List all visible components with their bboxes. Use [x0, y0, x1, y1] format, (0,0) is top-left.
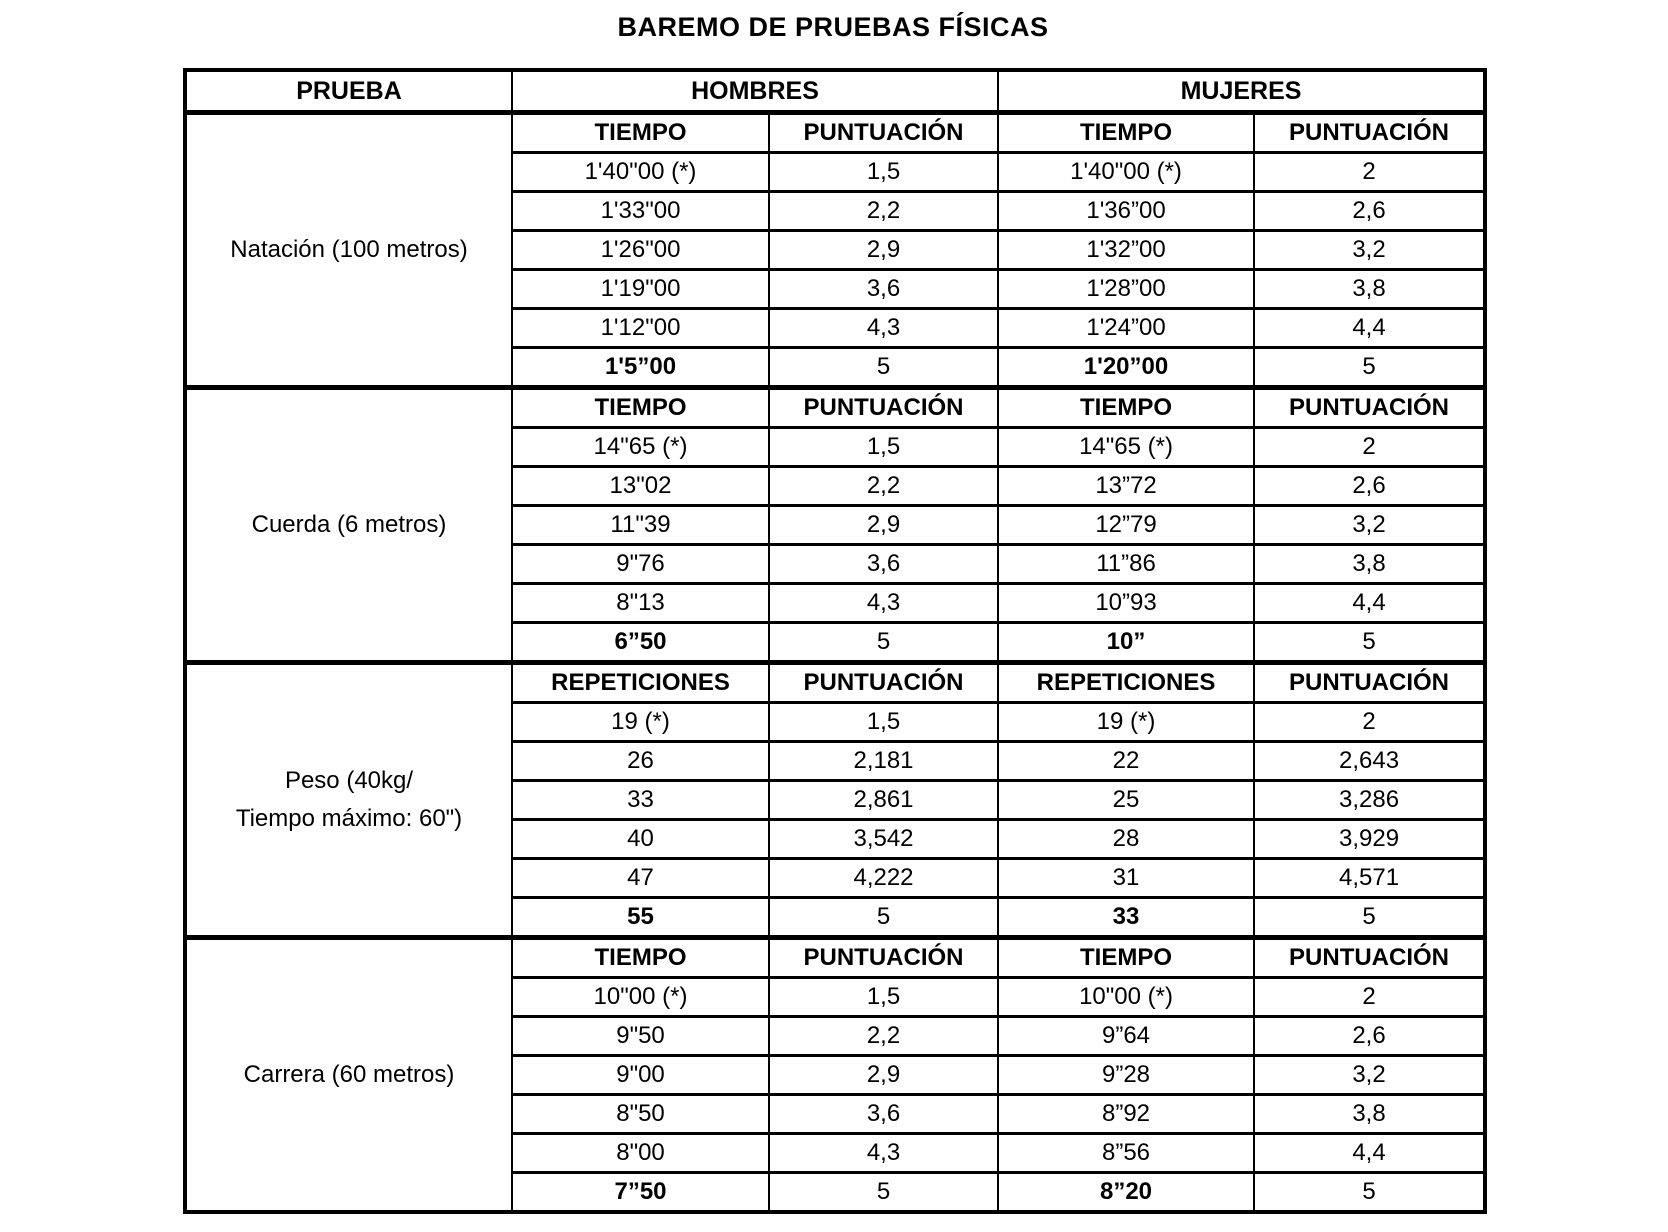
- value-cell: 10”: [998, 623, 1254, 663]
- column-header: PUNTUACIÓN: [1254, 388, 1485, 428]
- header-prueba: PRUEBA: [185, 70, 512, 113]
- score-cell: 2,861: [769, 781, 998, 820]
- score-cell: 3,6: [769, 545, 998, 584]
- score-cell: 3,2: [1254, 1056, 1485, 1095]
- column-header: PUNTUACIÓN: [769, 388, 998, 428]
- value-cell: 40: [512, 820, 769, 859]
- score-cell: 2: [1254, 978, 1485, 1017]
- section-label-line: Tiempo máximo: 60"): [235, 805, 463, 832]
- value-cell: 1'24”00: [998, 309, 1254, 348]
- column-header: TIEMPO: [512, 388, 769, 428]
- score-cell: 2: [1254, 428, 1485, 467]
- score-cell: 2,2: [769, 192, 998, 231]
- column-header: TIEMPO: [512, 938, 769, 978]
- section-header-row: [185, 113, 1485, 153]
- value-cell: 28: [998, 820, 1254, 859]
- value-cell: 8”92: [998, 1095, 1254, 1134]
- section-header-row: [185, 388, 1485, 428]
- score-cell: 5: [1254, 348, 1485, 388]
- value-cell: 26: [512, 742, 769, 781]
- section-label-line: Natación (100 metros): [230, 236, 468, 263]
- value-cell: 25: [998, 781, 1254, 820]
- score-cell: 3,6: [769, 1095, 998, 1134]
- column-header: PUNTUACIÓN: [1254, 113, 1485, 153]
- value-cell: 1'32”00: [998, 231, 1254, 270]
- value-cell: 1'33"00: [512, 192, 769, 231]
- score-cell: 1,5: [769, 978, 998, 1017]
- score-cell: 2,9: [769, 506, 998, 545]
- value-cell: 8"13: [512, 584, 769, 623]
- score-cell: 3,2: [1254, 231, 1485, 270]
- section-label: [185, 388, 512, 663]
- column-header: TIEMPO: [998, 113, 1254, 153]
- score-cell: 3,8: [1254, 270, 1485, 309]
- value-cell: 1'12"00: [512, 309, 769, 348]
- value-cell: 9"00: [512, 1056, 769, 1095]
- value-cell: 55: [512, 898, 769, 938]
- value-cell: 9”64: [998, 1017, 1254, 1056]
- column-header: TIEMPO: [512, 113, 769, 153]
- value-cell: 19 (*): [512, 703, 769, 742]
- score-cell: 2,181: [769, 742, 998, 781]
- value-cell: 19 (*): [998, 703, 1254, 742]
- value-cell: 1'40"00 (*): [998, 153, 1254, 192]
- value-cell: 8"50: [512, 1095, 769, 1134]
- score-cell: 4,222: [769, 859, 998, 898]
- score-cell: 5: [769, 898, 998, 938]
- value-cell: 1'19"00: [512, 270, 769, 309]
- score-cell: 2,9: [769, 231, 998, 270]
- section-header-row: [185, 663, 1485, 703]
- value-cell: 8”56: [998, 1134, 1254, 1173]
- score-cell: 5: [769, 348, 998, 388]
- score-cell: 2,6: [1254, 467, 1485, 506]
- section-label: [185, 663, 512, 938]
- score-cell: 5: [769, 623, 998, 663]
- value-cell: 1'5”00: [512, 348, 769, 388]
- value-cell: 1'26"00: [512, 231, 769, 270]
- value-cell: 10"00 (*): [512, 978, 769, 1017]
- section-header-row: [185, 938, 1485, 978]
- section-label-line: Carrera (60 metros): [243, 1061, 455, 1088]
- score-cell: 2,6: [1254, 192, 1485, 231]
- score-cell: 1,5: [769, 153, 998, 192]
- value-cell: 13”72: [998, 467, 1254, 506]
- column-header: TIEMPO: [998, 388, 1254, 428]
- score-cell: 5: [1254, 1173, 1485, 1213]
- score-cell: 2,6: [1254, 1017, 1485, 1056]
- score-cell: 1,5: [769, 428, 998, 467]
- score-cell: 2: [1254, 703, 1485, 742]
- score-cell: 4,4: [1254, 584, 1485, 623]
- value-cell: 8”20: [998, 1173, 1254, 1213]
- value-cell: 12”79: [998, 506, 1254, 545]
- table-body: [185, 113, 1485, 1213]
- value-cell: 1'28”00: [998, 270, 1254, 309]
- value-cell: 6”50: [512, 623, 769, 663]
- value-cell: 8"00: [512, 1134, 769, 1173]
- column-header: PUNTUACIÓN: [769, 938, 998, 978]
- header-hombres: HOMBRES: [512, 70, 998, 113]
- score-cell: 4,4: [1254, 1134, 1485, 1173]
- baremo-table: [183, 68, 1487, 1214]
- score-cell: 2,2: [769, 467, 998, 506]
- score-cell: 4,571: [1254, 859, 1485, 898]
- column-header: PUNTUACIÓN: [1254, 663, 1485, 703]
- table-header-row: [185, 70, 1485, 113]
- score-cell: 5: [1254, 898, 1485, 938]
- score-cell: 4,3: [769, 309, 998, 348]
- value-cell: 13"02: [512, 467, 769, 506]
- score-cell: 3,286: [1254, 781, 1485, 820]
- section-label-line: Cuerda (6 metros): [251, 511, 447, 538]
- value-cell: 9"76: [512, 545, 769, 584]
- column-header: PUNTUACIÓN: [1254, 938, 1485, 978]
- value-cell: 14"65 (*): [998, 428, 1254, 467]
- value-cell: 33: [512, 781, 769, 820]
- column-header: REPETICIONES: [998, 663, 1254, 703]
- score-cell: 4,4: [1254, 309, 1485, 348]
- score-cell: 2,9: [769, 1056, 998, 1095]
- section-label: [185, 938, 512, 1213]
- score-cell: 4,3: [769, 584, 998, 623]
- value-cell: 22: [998, 742, 1254, 781]
- score-cell: 4,3: [769, 1134, 998, 1173]
- value-cell: 33: [998, 898, 1254, 938]
- column-header: PUNTUACIÓN: [769, 113, 998, 153]
- column-header: TIEMPO: [998, 938, 1254, 978]
- value-cell: 9”28: [998, 1056, 1254, 1095]
- value-cell: 1'20”00: [998, 348, 1254, 388]
- score-cell: 5: [1254, 623, 1485, 663]
- score-cell: 3,6: [769, 270, 998, 309]
- value-cell: 11"39: [512, 506, 769, 545]
- value-cell: 9"50: [512, 1017, 769, 1056]
- header-mujeres: MUJERES: [998, 70, 1485, 113]
- value-cell: 10"00 (*): [998, 978, 1254, 1017]
- value-cell: 7”50: [512, 1173, 769, 1213]
- section-label-line: Peso (40kg/: [284, 767, 414, 794]
- score-cell: 3,929: [1254, 820, 1485, 859]
- column-header: PUNTUACIÓN: [769, 663, 998, 703]
- score-cell: 2,643: [1254, 742, 1485, 781]
- section-label: [185, 113, 512, 388]
- column-header: REPETICIONES: [512, 663, 769, 703]
- score-cell: 2,2: [769, 1017, 998, 1056]
- score-cell: 2: [1254, 153, 1485, 192]
- value-cell: 31: [998, 859, 1254, 898]
- value-cell: 47: [512, 859, 769, 898]
- value-cell: 11”86: [998, 545, 1254, 584]
- score-cell: 1,5: [769, 703, 998, 742]
- value-cell: 14"65 (*): [512, 428, 769, 467]
- value-cell: 1'36”00: [998, 192, 1254, 231]
- value-cell: 1'40"00 (*): [512, 153, 769, 192]
- score-cell: 5: [769, 1173, 998, 1213]
- value-cell: 10”93: [998, 584, 1254, 623]
- score-cell: 3,2: [1254, 506, 1485, 545]
- score-cell: 3,8: [1254, 1095, 1485, 1134]
- page-title: BAREMO DE PRUEBAS FÍSICAS: [617, 12, 1049, 42]
- score-cell: 3,8: [1254, 545, 1485, 584]
- score-cell: 3,542: [769, 820, 998, 859]
